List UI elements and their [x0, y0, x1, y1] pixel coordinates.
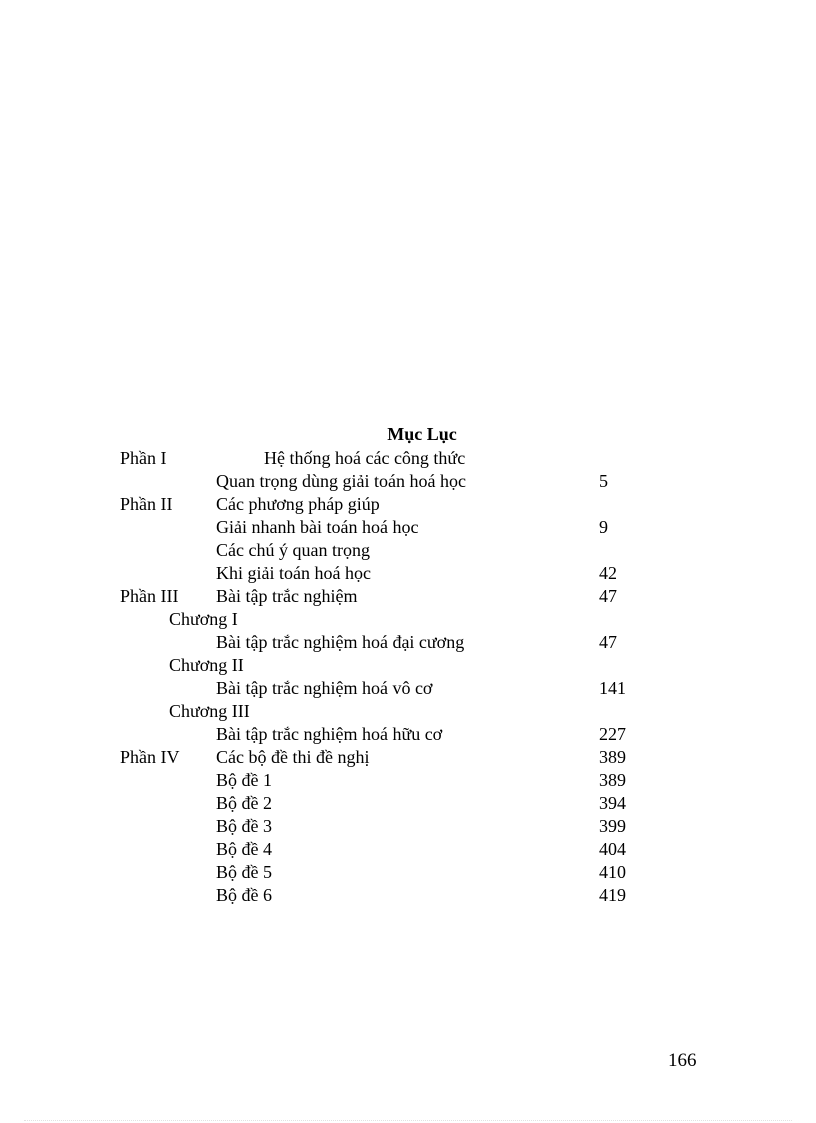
toc-page-number: 410: [599, 862, 626, 882]
toc-entry-title: Bộ đề 5: [216, 862, 272, 882]
toc-entry-title: Bộ đề 4: [216, 839, 272, 859]
toc-page-number: 5: [599, 471, 608, 491]
toc-entry-title: Khi giải toán hoá học: [216, 563, 371, 583]
toc-row: [0, 447, 816, 470]
toc-page-number: 227: [599, 724, 626, 744]
toc-row: [0, 631, 816, 654]
toc-entry-title: Bài tập trắc nghiệm hoá vô cơ: [216, 678, 433, 698]
toc-row: [0, 539, 816, 562]
toc-chapter-label: Chương I: [169, 609, 238, 629]
page-bottom-divider: [24, 1120, 792, 1121]
toc-page-number: 399: [599, 816, 626, 836]
toc-row: [0, 562, 816, 585]
toc-page-number: 404: [599, 839, 626, 859]
toc-row: [0, 677, 816, 700]
toc-chapter-label: Chương II: [169, 655, 244, 675]
toc-row: [0, 654, 816, 677]
table-of-contents: [0, 447, 816, 907]
toc-row: [0, 861, 816, 884]
toc-page-number: 9: [599, 517, 608, 537]
toc-page-number: 141: [599, 678, 626, 698]
toc-entry-title: Hệ thống hoá các công thức: [264, 448, 466, 468]
toc-part-label: Phần II: [120, 494, 173, 514]
toc-entry-title: Bài tập trắc nghiệm hoá hữu cơ: [216, 724, 443, 744]
toc-part-label: Phần I: [120, 448, 167, 468]
toc-page-number: 389: [599, 747, 626, 767]
toc-chapter-label: Chương III: [169, 701, 250, 721]
toc-row: [0, 884, 816, 907]
toc-row: [0, 493, 816, 516]
toc-row: [0, 838, 816, 861]
toc-page-number: 419: [599, 885, 626, 905]
toc-entry-title: Bài tập trắc nghiệm hoá đại cương: [216, 632, 465, 652]
page-number: 166: [668, 1050, 697, 1071]
toc-row: [0, 700, 816, 723]
toc-entry-title: Bộ đề 3: [216, 816, 272, 836]
toc-page-number: 42: [599, 563, 617, 583]
toc-row: [0, 608, 816, 631]
toc-entry-title: Các chú ý quan trọng: [216, 540, 370, 560]
toc-entry-title: Quan trọng dùng giải toán hoá học: [216, 471, 466, 491]
toc-part-label: Phần III: [120, 586, 179, 606]
toc-row: [0, 746, 816, 769]
toc-row: [0, 470, 816, 493]
page-title: Mục Lục: [387, 424, 457, 444]
toc-entry-title: Bộ đề 2: [216, 793, 272, 813]
toc-row: [0, 723, 816, 746]
toc-entry-title: Bài tập trắc nghiệm: [216, 586, 358, 606]
toc-entry-title: Các bộ đề thi đề nghị: [216, 747, 370, 767]
toc-part-label: Phần IV: [120, 747, 180, 767]
toc-page-number: 47: [599, 586, 617, 606]
toc-row: [0, 769, 816, 792]
toc-row: [0, 815, 816, 838]
toc-page-number: 389: [599, 770, 626, 790]
toc-row: [0, 516, 816, 539]
toc-entry-title: Các phương pháp giúp: [216, 494, 380, 514]
toc-page-number: 394: [599, 793, 626, 813]
toc-entry-title: Giải nhanh bài toán hoá học: [216, 517, 419, 537]
toc-row: [0, 585, 816, 608]
toc-entry-title: Bộ đề 1: [216, 770, 272, 790]
toc-entry-title: Bộ đề 6: [216, 885, 272, 905]
toc-row: [0, 792, 816, 815]
toc-page-number: 47: [599, 632, 617, 652]
